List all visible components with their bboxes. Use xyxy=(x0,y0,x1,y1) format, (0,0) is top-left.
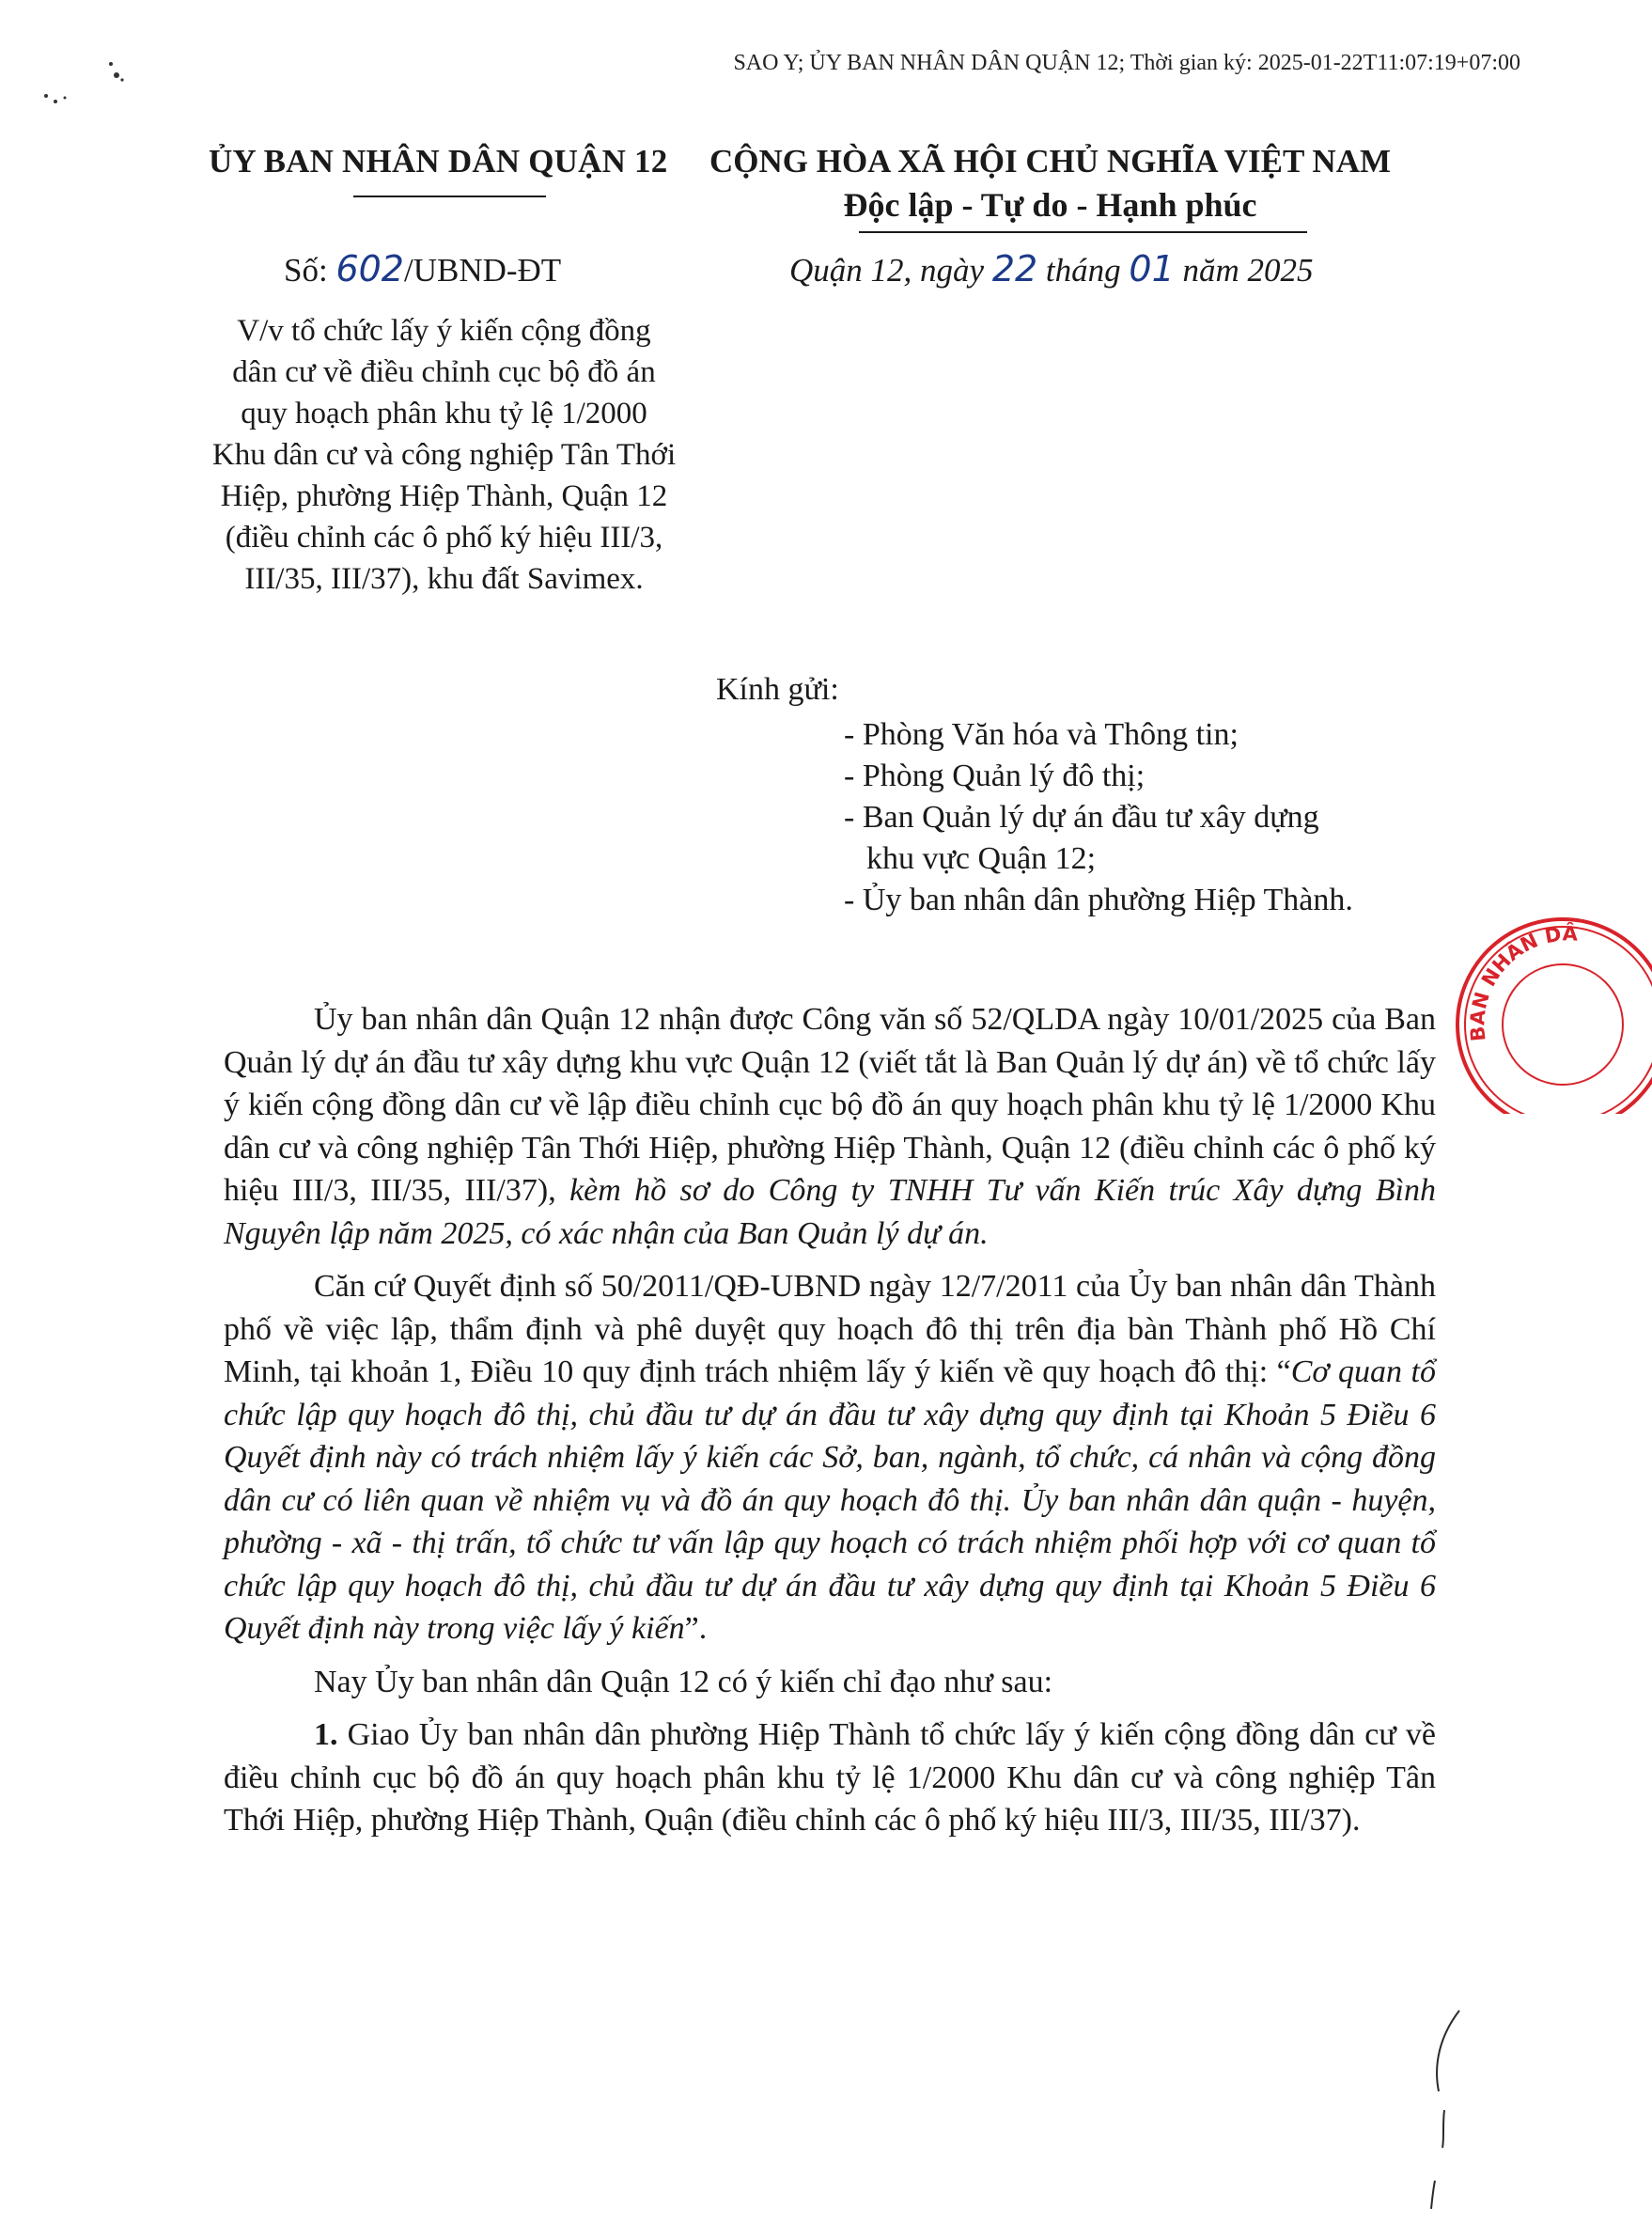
subject-line: V/v tổ chức lấy ý kiến cộng đồng xyxy=(237,314,651,348)
recipient-item: khu vực Quận 12; xyxy=(866,841,1097,876)
subject-line: dân cư về điều chỉnh cục bộ đồ án xyxy=(232,355,656,389)
document-number-suffix: /UBND-ĐT xyxy=(403,252,562,289)
scan-speckle xyxy=(42,86,80,115)
item-number: 1. xyxy=(314,1717,338,1752)
seal-text: BAN NHÂN DÂ xyxy=(1466,922,1579,1042)
date-year: năm 2025 xyxy=(1174,252,1314,289)
recipients-label: Kính gửi: xyxy=(716,672,839,707)
motto-underline xyxy=(859,231,1307,233)
date-month-label: tháng xyxy=(1037,252,1130,289)
recipient-item: - Phòng Quản lý đô thị; xyxy=(844,759,1145,793)
subject-line: quy hoạch phân khu tỷ lệ 1/2000 xyxy=(241,397,647,430)
handwritten-month: 01 xyxy=(1129,248,1175,289)
document-number-prefix: Số: xyxy=(284,252,336,289)
subject-line: III/35, III/37), khu đất Savimex. xyxy=(244,562,644,596)
recipient-item: - Ban Quản lý dự án đầu tư xây dựng xyxy=(844,800,1319,835)
national-motto: Độc lập - Tự do - Hạnh phúc xyxy=(843,186,1257,224)
national-title: CỘNG HÒA XÃ HỘI CHỦ NGHĨA VIỆT NAM xyxy=(709,143,1392,180)
handwritten-day: 22 xyxy=(991,248,1038,289)
scan-speckle xyxy=(101,56,139,94)
document-body xyxy=(224,998,1436,1853)
date-line xyxy=(789,248,1314,289)
body-paragraph: Nay Ủy ban nhân dân Quận 12 có ý kiến chỉ đạo như sau: xyxy=(314,1664,1053,1699)
recipient-item: - Ủy ban nhân dân phường Hiệp Thành. xyxy=(844,883,1353,917)
handwritten-initial xyxy=(1424,2007,1480,2214)
handwritten-number: 602 xyxy=(335,248,404,289)
body-paragraph: 1. Giao Ủy ban nhân dân phường Hiệp Thành tổ chức lấy ý kiến cộng đồng dân cư về điều chỉnh cục bộ đồ án quy hoạch phân khu tỷ lệ 1/2000 Khu dân cư và công nghiệp Tân Thới Hiệp, phường Hiệp Thành, Quận (điều chỉnh các ô phố ký hiệu III/3, III/35, III/37). xyxy=(224,1717,1436,1838)
subject-line: Hiệp, phường Hiệp Thành, Quận 12 xyxy=(220,479,668,513)
document-subject xyxy=(188,310,700,600)
recipient-item: - Phòng Văn hóa và Thông tin; xyxy=(844,717,1239,752)
body-paragraph: Ủy ban nhân dân Quận 12 nhận được Công văn số 52/QLDA ngày 10/01/2025 của Ban Quản lý dự án đầu tư xây dựng khu vực Quận 12 (viết tắt là Ban Quản lý dự án) về tổ chức lấy ý kiến cộng đồng dân cư về lập điều chỉnh cục bộ đồ án quy hoạch phân khu tỷ lệ 1/2000 Khu dân cư và công nghiệp Tân Thới Hiệp, phường Hiệp Thành, Quận 12 (điều chỉnh các ô phố ký hiệu III/3, III/35, III/37), kèm hồ sơ do Công ty TNHH Tư vấn Kiến trúc Xây dựng Bình Nguyên lập năm 2025, có xác nhận của Ban Quản lý dự án. xyxy=(224,1002,1436,1251)
subject-line: Khu dân cư và công nghiệp Tân Thới xyxy=(211,438,677,472)
agency-underline xyxy=(353,196,546,197)
issuing-agency: ỦY BAN NHÂN DÂN QUẬN 12 xyxy=(209,143,668,180)
official-seal xyxy=(1436,898,1652,1114)
body-paragraph: Căn cứ Quyết định số 50/2011/QĐ-UBND ngày 12/7/2011 của Ủy ban nhân dân Thành phố về việc lập, thẩm định và phê duyệt quy hoạch đô thị trên địa bàn Thành phố Hồ Chí Minh, tại khoản 1, Điều 10 quy định trách nhiệm lấy ý kiến về quy hoạch đô thị: “Cơ quan tổ chức lập quy hoạch đô thị, chủ đầu tư dự án đầu tư xây dựng quy định tại Khoản 5 Điều 6 Quyết định này có trách nhiệm lấy ý kiến các Sở, ban, ngành, tổ chức, cá nhân và cộng đồng dân cư có liên quan về nhiệm vụ và đồ án quy hoạch đô thị. Ủy ban nhân dân quận - huyện, phường - xã - thị trấn, tổ chức tư vấn lập quy hoạch có trách nhiệm phối hợp với cơ quan tổ chức lập quy hoạch đô thị, chủ đầu tư dự án đầu tư xây dựng quy định tại Khoản 5 Điều 6 Quyết định này trong việc lấy ý kiến”. xyxy=(224,1269,1436,1646)
document-number xyxy=(284,248,561,289)
date-location: Quận 12, ngày xyxy=(789,252,992,289)
subject-line: (điều chỉnh các ô phố ký hiệu III/3, xyxy=(225,521,663,555)
recipients-list xyxy=(844,714,1483,921)
digital-signature-header: SAO Y; ỦY BAN NHÂN DÂN QUẬN 12; Thời gian ký: 2025-01-22T11:07:19+07:00 xyxy=(733,51,1520,75)
